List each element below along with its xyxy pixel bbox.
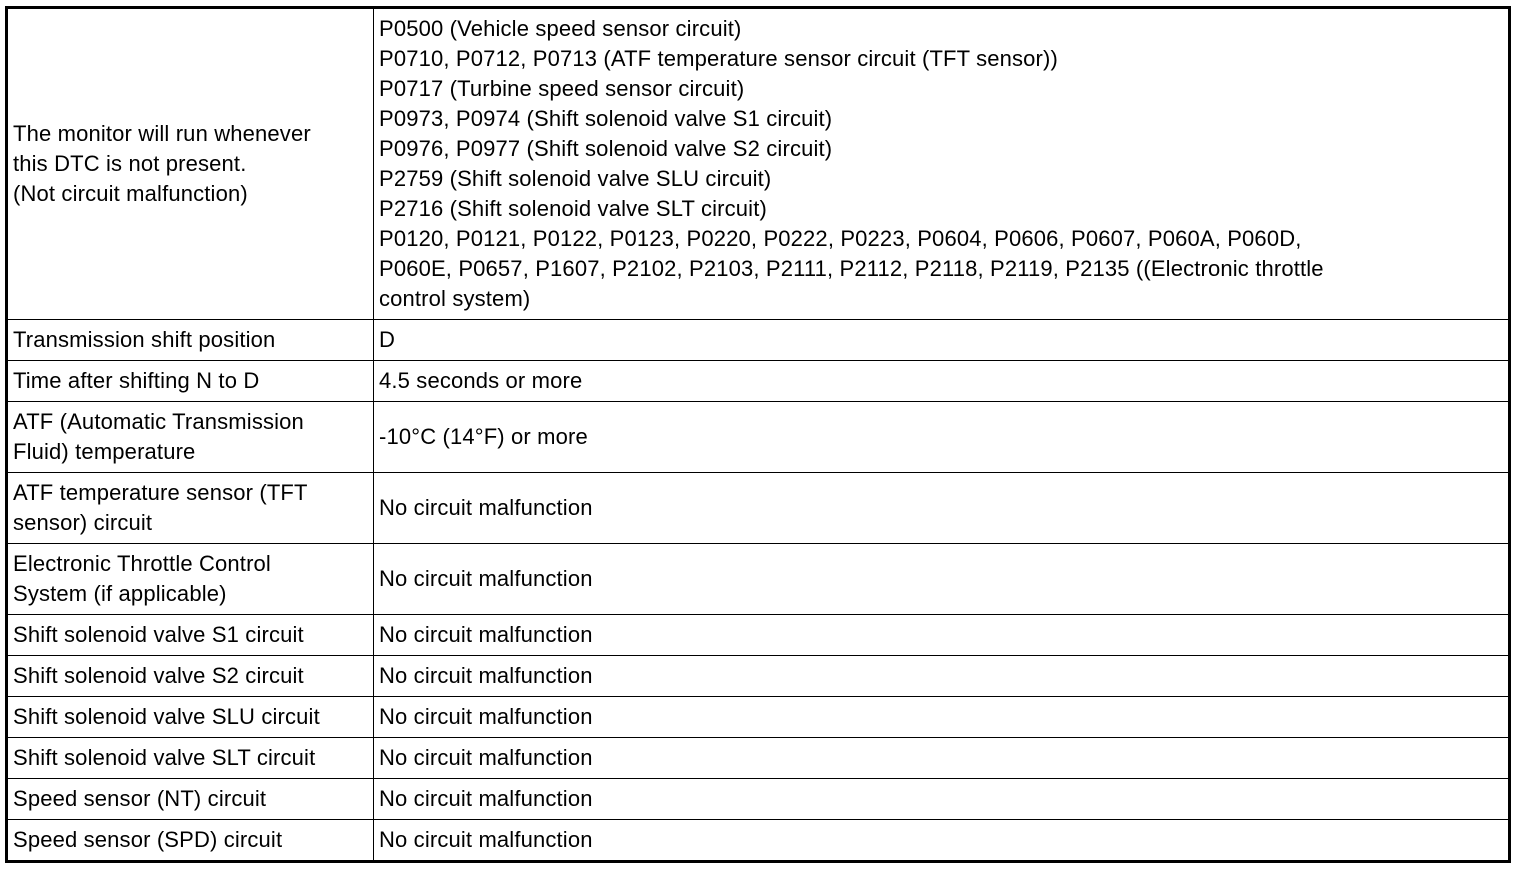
dtc-line: P0976, P0977 (Shift solenoid valve S2 circuit) (379, 136, 833, 161)
condition-label (7, 361, 374, 402)
condition-value: 4.5 seconds or more (374, 361, 1510, 402)
label-line: Shift solenoid valve SLU circuit (13, 704, 320, 729)
table-row (7, 8, 1510, 320)
label-line: System (if applicable) (13, 581, 227, 606)
condition-label (7, 656, 374, 697)
dtc-line: P0500 (Vehicle speed sensor circuit) (379, 16, 742, 41)
dtc-line: P2716 (Shift solenoid valve SLT circuit) (379, 196, 767, 221)
dtc-line: control system) (379, 286, 531, 311)
condition-label (7, 402, 374, 473)
label-line: The monitor will run whenever (13, 121, 311, 146)
condition-value: No circuit malfunction (374, 473, 1510, 544)
condition-value: No circuit malfunction (374, 697, 1510, 738)
condition-value: No circuit malfunction (374, 615, 1510, 656)
condition-label (7, 544, 374, 615)
condition-label (7, 820, 374, 862)
label-line: Electronic Throttle Control (13, 551, 271, 576)
dtc-line: P0973, P0974 (Shift solenoid valve S1 circuit) (379, 106, 833, 131)
condition-label (7, 8, 374, 320)
label-line: Shift solenoid valve SLT circuit (13, 745, 316, 770)
condition-value: No circuit malfunction (374, 544, 1510, 615)
dtc-line: P0710, P0712, P0713 (ATF temperature sensor circuit (TFT sensor)) (379, 46, 1058, 71)
condition-value: No circuit malfunction (374, 656, 1510, 697)
table-row (7, 779, 1510, 820)
conditions-table (5, 6, 1511, 863)
condition-label (7, 779, 374, 820)
condition-label (7, 320, 374, 361)
condition-label (7, 697, 374, 738)
label-line: Speed sensor (NT) circuit (13, 786, 267, 811)
dtc-line: P2759 (Shift solenoid valve SLU circuit) (379, 166, 772, 191)
table-row (7, 697, 1510, 738)
condition-value: No circuit malfunction (374, 738, 1510, 779)
table-row (7, 402, 1510, 473)
condition-value: No circuit malfunction (374, 779, 1510, 820)
table-row (7, 544, 1510, 615)
dtc-line: P0717 (Turbine speed sensor circuit) (379, 76, 745, 101)
table-row (7, 320, 1510, 361)
label-line: ATF (Automatic Transmission (13, 409, 304, 434)
condition-value: D (374, 320, 1510, 361)
dtc-line: P0120, P0121, P0122, P0123, P0220, P0222, P0223, P0604, P0606, P0607, P060A, P060D, (379, 226, 1302, 251)
label-line: this DTC is not present. (13, 151, 247, 176)
label-line: sensor) circuit (13, 510, 153, 535)
label-line: ATF temperature sensor (TFT (13, 480, 308, 505)
table-row (7, 656, 1510, 697)
table-row (7, 615, 1510, 656)
condition-label (7, 473, 374, 544)
label-line: Shift solenoid valve S1 circuit (13, 622, 304, 647)
table-row (7, 361, 1510, 402)
condition-value: -10°C (14°F) or more (374, 402, 1510, 473)
condition-label (7, 738, 374, 779)
label-line: Time after shifting N to D (13, 368, 260, 393)
label-line: Speed sensor (SPD) circuit (13, 827, 283, 852)
dtc-line: P060E, P0657, P1607, P2102, P2103, P2111, P2112, P2118, P2119, P2135 ((Electronic throttle (379, 256, 1324, 281)
table-row (7, 738, 1510, 779)
condition-label (7, 615, 374, 656)
condition-value: No circuit malfunction (374, 820, 1510, 862)
label-line: (Not circuit malfunction) (13, 181, 248, 206)
label-line: Transmission shift position (13, 327, 276, 352)
table-row (7, 473, 1510, 544)
table-row (7, 820, 1510, 862)
label-line: Shift solenoid valve S2 circuit (13, 663, 304, 688)
condition-value (374, 8, 1510, 320)
label-line: Fluid) temperature (13, 439, 196, 464)
